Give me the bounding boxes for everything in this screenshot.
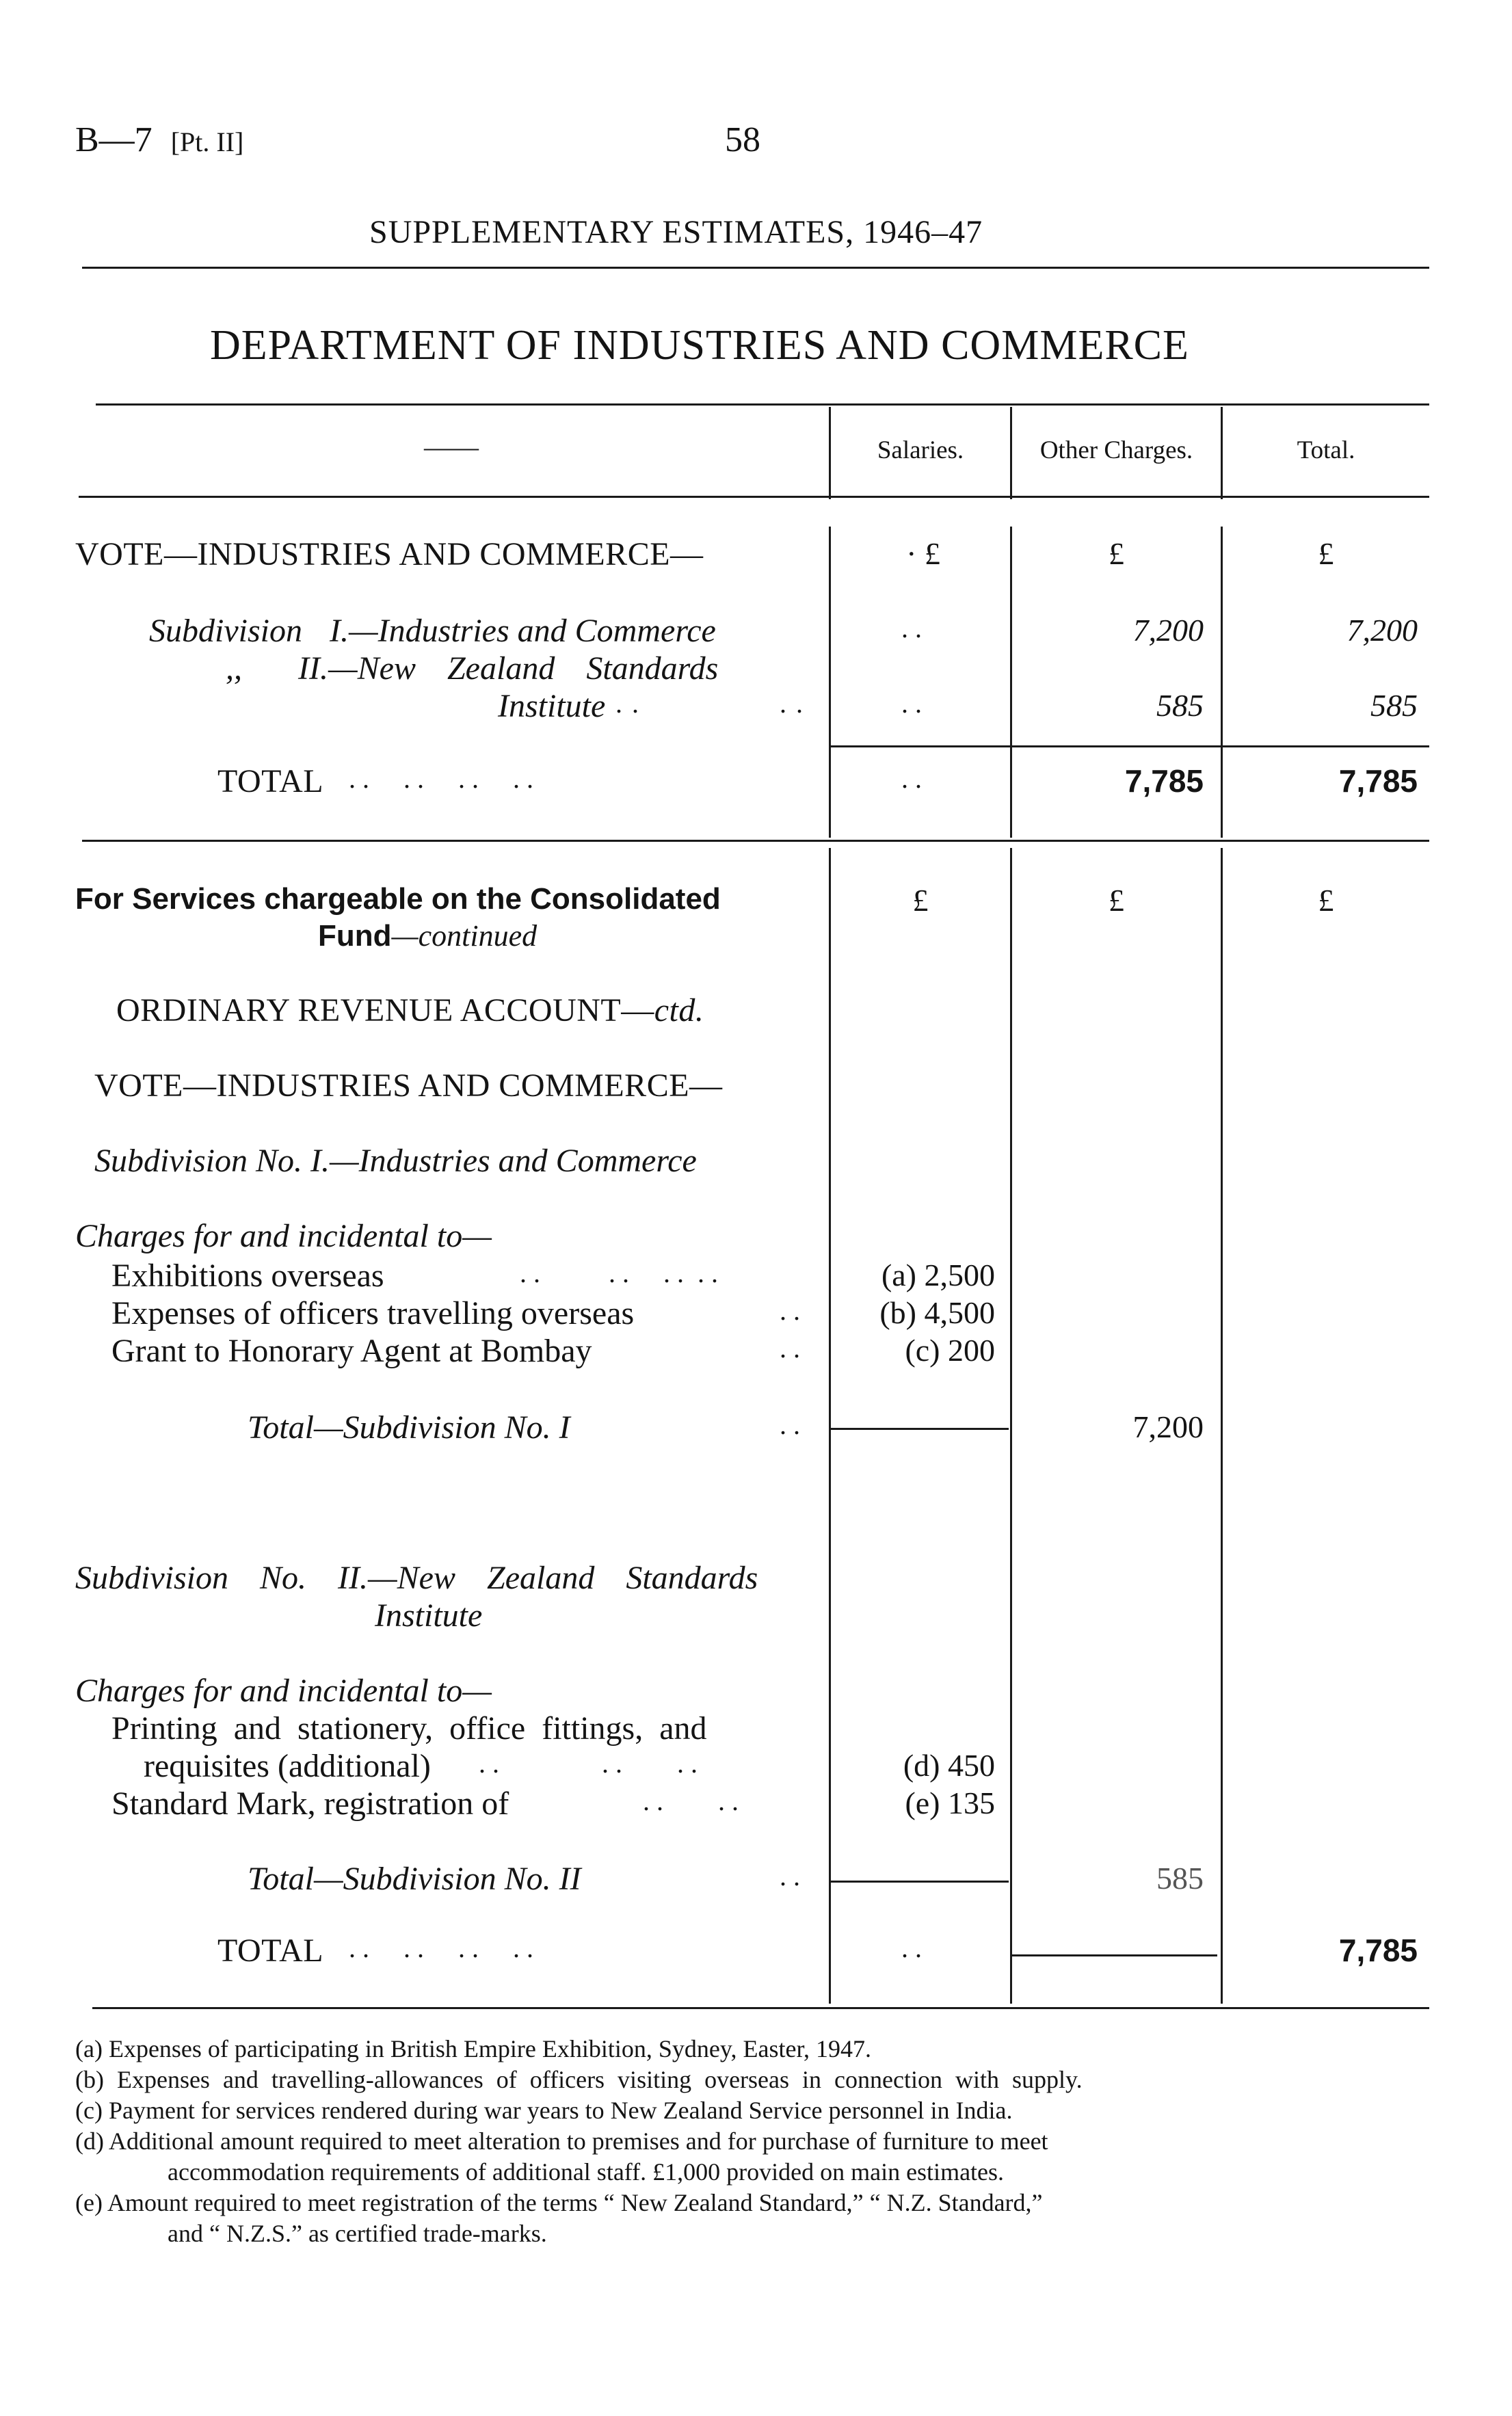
sub2-total-label: Total—Subdivision No. II (248, 1861, 581, 1897)
sub1-item-exhibitions: Exhibitions overseas (111, 1258, 384, 1294)
ordinary-ctd: ctd. (654, 992, 704, 1028)
sub1-item2-leaders: . . (780, 1295, 800, 1326)
sub2-word-number: II.—New (338, 1560, 455, 1596)
sub2-total-leaders: . . (780, 1861, 800, 1891)
sub2-item-printing-cont: requisites (additional) (144, 1748, 431, 1784)
services-heading: For Services chargeable on the Consolidated (75, 882, 721, 916)
total-rule-other (1012, 1954, 1217, 1956)
summary-salaries-pound: · £ (906, 536, 940, 571)
sub2-word-subdivision: Subdivision (75, 1560, 228, 1596)
services-fund: Fund (318, 919, 392, 953)
col-rule-salaries-body (829, 527, 831, 838)
footnote-d-cont: accommodation requirements of additional staff. £1,000 provided on main estimates. (168, 2158, 1005, 2186)
summary-sub2-leader-2: . . (780, 688, 804, 719)
services-continued: —continued (391, 919, 538, 953)
leader: . . (718, 1786, 739, 1816)
sub1-item3-leaders: . . (780, 1333, 800, 1364)
sub2-word-standards: Standards (626, 1560, 758, 1596)
sub2-word-zealand: Zealand (487, 1560, 595, 1596)
table-bottom-rule (92, 2007, 1429, 2009)
ditto-mark: ,, (226, 650, 242, 687)
table-top-rule (96, 403, 1429, 406)
detail-vote-heading: VOTE—INDUSTRIES AND COMMERCE— (94, 1067, 723, 1104)
sub2-item-standard-mark: Standard Mark, registration of (111, 1786, 509, 1822)
report-part: [Pt. II] (170, 127, 244, 157)
footnote-c: (c) Payment for services rendered during war years to New Zealand Service personnel in India. (75, 2097, 1013, 2124)
summary-sub1-salaries: . . (901, 613, 922, 643)
sub1-item-bombay: Grant to Honorary Agent at Bombay (111, 1333, 592, 1369)
summary-sub2-other: 585 (1156, 688, 1204, 723)
detail-sub2-institute: Institute (375, 1597, 483, 1634)
ordinary-revenue-text: ORDINARY REVENUE ACCOUNT— (116, 992, 654, 1028)
summary-sub2-leader: . . (615, 688, 640, 719)
sub1-total-label: Total—Subdivision No. I (248, 1409, 570, 1446)
summary-total-leaders: . . . . . . . . (349, 763, 533, 794)
detail-total-salaries: . . (901, 1933, 922, 1963)
summary-other-pound: £ (1109, 536, 1124, 571)
page-number: 58 (725, 120, 760, 159)
col-head-blank: —— (424, 432, 479, 462)
leader: . . (677, 1748, 698, 1779)
summary-total-label: TOTAL (217, 763, 324, 799)
col-head-salaries: Salaries. (877, 436, 964, 464)
summary-sub1-label (149, 612, 716, 650)
summary-sub1-word: Subdivision (149, 613, 302, 649)
running-title: SUPPLEMENTARY ESTIMATES, 1946–47 (369, 214, 983, 250)
sub1-item3-value: (c) 200 (905, 1333, 995, 1368)
summary-total-other: 7,785 (1124, 763, 1204, 799)
footnote-a: (a) Expenses of participating in British Empire Exhibition, Sydney, Easter, 1947. (75, 2035, 871, 2062)
sub1-item2-value: (b) 4,500 (879, 1295, 995, 1330)
col-head-other: Other Charges. (1039, 436, 1193, 464)
sub1-total-leaders: . . (780, 1409, 800, 1440)
summary-sub2-label (226, 650, 718, 687)
detail-total-label: TOTAL (217, 1933, 324, 1969)
summary-total-total: 7,785 (1338, 763, 1418, 799)
summary-total-salaries: . . (901, 763, 922, 794)
detail-total-leaders: . . . . . . . . (349, 1933, 533, 1963)
detail-salaries-pound: £ (912, 883, 929, 918)
col-rule-salaries-detail (829, 848, 831, 2004)
summary-sub2-no: II.—New (298, 650, 416, 687)
summary-sub2-institute: Institute (498, 688, 606, 724)
footnote-e: (e) Amount required to meet registration of the terms “ New Zealand Standard,” “ N.Z. Standard,” (75, 2189, 1043, 2216)
department-title: DEPARTMENT OF INDUSTRIES AND COMMERCE (210, 322, 1189, 369)
sub2-charges-heading: Charges for and incidental to— (75, 1673, 492, 1709)
leader: . . (663, 1258, 684, 1288)
sub1-item1-value: (a) 2,500 (881, 1258, 995, 1292)
footnote-b: (b) Expenses and travelling-allowances of officers visiting overseas in connection with supply. (75, 2066, 1083, 2093)
detail-total-total: 7,785 (1338, 1933, 1418, 1968)
leader: . . (602, 1748, 622, 1779)
sub2-item5-leaders (643, 1785, 739, 1817)
summary-sub1-total: 7,200 (1347, 613, 1418, 648)
sub1-total-value: 7,200 (1132, 1409, 1204, 1444)
header-rule (82, 267, 1429, 269)
report-code-text: B—7 (75, 120, 152, 159)
sub1-item1-leaders (520, 1257, 718, 1289)
services-heading-line2 (318, 918, 537, 953)
subtotal-rule-1 (831, 1428, 1009, 1430)
sub2-item-printing: Printing and stationery, office fittings, and (111, 1710, 707, 1747)
summary-sub2-salaries: . . (901, 688, 922, 719)
col-rule-total-detail (1221, 848, 1223, 2004)
detail-other-pound: £ (1109, 883, 1124, 918)
footnote-e-cont: and “ N.Z.S.” as certified trade-marks. (168, 2220, 547, 2247)
section-divider-rule (82, 840, 1429, 842)
summary-sub2-word2: Standards (586, 650, 719, 687)
detail-sub2-heading (75, 1559, 758, 1597)
column-head-rule (79, 496, 1429, 498)
sub1-item-travelling: Expenses of officers travelling overseas (111, 1295, 635, 1331)
col-head-total: Total. (1297, 436, 1355, 464)
sub2-item4-value: (d) 450 (903, 1748, 995, 1783)
summary-sub2-word1: Zealand (447, 650, 555, 687)
subtotal-rule-2 (831, 1881, 1009, 1883)
sub2-total-value: 585 (1156, 1861, 1204, 1896)
report-code (75, 120, 243, 160)
ordinary-revenue-heading (116, 992, 704, 1029)
summary-sub2-total: 585 (1370, 688, 1418, 723)
footnote-d: (d) Additional amount required to meet alteration to premises and for purchase of furniture to meet (75, 2127, 1048, 2155)
detail-sub1-heading: Subdivision No. I.—Industries and Commerce (94, 1143, 697, 1179)
summary-total-pound: £ (1318, 536, 1334, 571)
summary-sub1-other: 7,200 (1132, 613, 1204, 648)
sub1-charges-heading: Charges for and incidental to— (75, 1218, 492, 1254)
leader: . . (609, 1258, 629, 1288)
summary-sub1-name: I.—Industries and Commerce (330, 613, 716, 649)
total-rule-upper (831, 745, 1429, 747)
leader: . . (520, 1258, 540, 1288)
sub2-item5-value: (e) 135 (905, 1786, 995, 1820)
summary-vote-heading: VOTE—INDUSTRIES AND COMMERCE— (75, 536, 704, 572)
leader: . . (698, 1258, 718, 1288)
sub2-item4-leaders (479, 1747, 698, 1779)
sub2-word-no: No. (260, 1560, 307, 1596)
leader: . . (479, 1748, 499, 1779)
detail-total-pound: £ (1318, 883, 1334, 918)
leader: . . (643, 1786, 663, 1816)
